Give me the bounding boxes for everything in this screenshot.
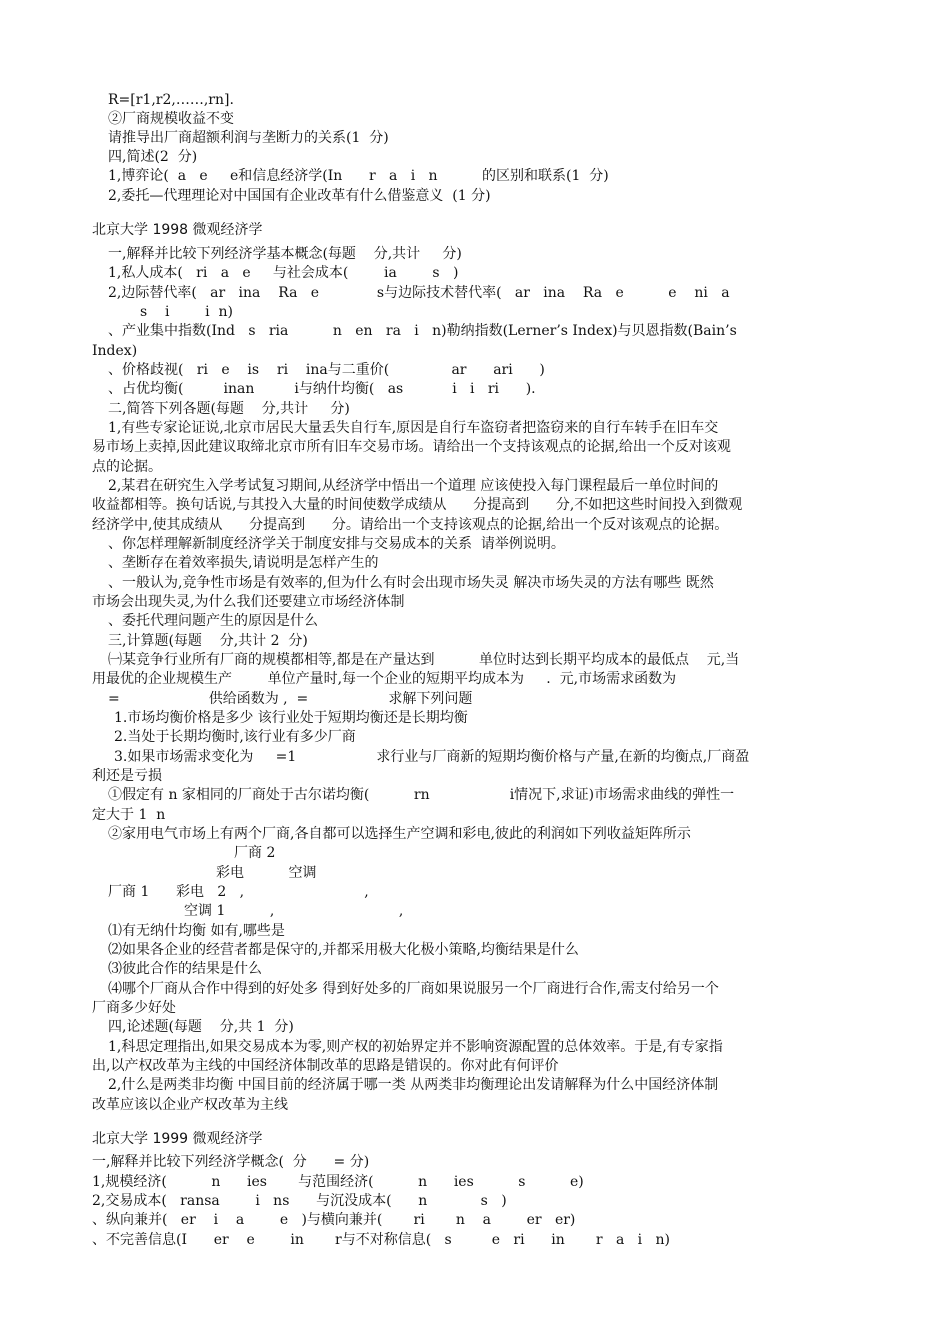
text-line: 1,私人成本( ri a e 与社会成本( ia s ) — [108, 265, 459, 281]
text-line: 一,解释并比较下列经济学基本概念(每题 分,共计 分) — [108, 246, 462, 262]
text-line: 、价格歧视( ri e is ri ina与二重价( ar ari ) — [108, 362, 545, 378]
text-line: 用最优的企业规模生产 单位产量时,每一个企业的短期平均成本为 . 元,市场需求函数为 — [92, 671, 677, 687]
text-line: 四,简述(2 分) — [108, 149, 198, 165]
payoff-matrix-columns: 彩电 空调 — [216, 865, 317, 881]
text-line: 出,以产权改革为主线的中国经济体制改革的思路是错误的。你对此有何评价 — [92, 1058, 559, 1074]
text-line: ⑷哪个厂商从合作中得到的好处多 得到好处多的厂商如果说服另一个厂商进行合作,需支付给另一个 — [108, 981, 719, 997]
text-line: 四,论述题(每题 分,共 1 分) — [108, 1019, 294, 1035]
text-line: 2,委托—代理理论对中国国有企业改革有什么借鉴意义 (1 分) — [108, 188, 491, 204]
text-line: 、纵向兼并( er i a e )与横向兼并( ri n a er er) — [92, 1212, 576, 1228]
section-heading-1999: 北京大学 1999 微观经济学 — [92, 1131, 263, 1147]
text-line: 3.如果市场需求变化为 =1 求行业与厂商新的短期均衡价格与产量,在新的均衡点,厂商盈 — [114, 749, 750, 765]
text-line: 利还是亏损 — [92, 768, 162, 784]
text-line: 收益都相等。换句话说,与其投入大量的时间使数学成绩从 分提高到 分,不如把这些时间投入到微观 — [92, 497, 743, 513]
text-line: 点的论据。 — [92, 459, 162, 475]
text-line: 1,科思定理指出,如果交易成本为零,则产权的初始界定并不影响资源配置的总体效率。于是,有专家指 — [108, 1039, 723, 1055]
text-line: 经济学中,使其成绩从 分提高到 分。请给出一个支持该观点的论据,给出一个反对该观点的论据。 — [92, 517, 729, 533]
text-line: ㈠某竞争行业所有厂商的规模都相等,都是在产量达到 单位时达到长期平均成本的最低点 元,当 — [108, 652, 740, 668]
payoff-matrix-row-1: 厂商 1 彩电 2 , , — [108, 884, 369, 900]
text-line: 1,博弈论( a e e和信息经济学(In r a i n 的区别和联系(1 分) — [108, 168, 609, 184]
text-line: 、占优均衡( inan i与纳什均衡( as i i ri ). — [108, 381, 536, 397]
payoff-matrix-row-2: 空调 1 , , — [184, 903, 404, 919]
payoff-matrix-header: 厂商 2 — [234, 845, 276, 861]
text-line: 2,交易成本( ransa i ns 与沉没成本( n s ) — [92, 1193, 507, 1209]
text-line: 1,有些专家论证说,北京市居民大量丢失自行车,原因是自行车盗窃者把盗窃来的自行车转手在旧车交 — [108, 420, 719, 436]
text-line: ⑴有无纳什均衡 如有,哪些是 — [108, 923, 285, 939]
text-line: 市场会出现失灵,为什么我们还要建立市场经济体制 — [92, 594, 405, 610]
text-line: s i i n) — [140, 304, 233, 320]
text-line: ②家用电气市场上有两个厂商,各自都可以选择生产空调和彩电,彼此的利润如下列收益矩阵所示 — [108, 826, 691, 842]
text-line: 、委托代理问题产生的原因是什么 — [108, 613, 318, 629]
text-line: ⑶彼此合作的结果是什么 — [108, 961, 262, 977]
text-line: 、你怎样理解新制度经济学关于制度安排与交易成本的关系 请举例说明。 — [108, 536, 565, 552]
text-line: 1,规模经济( n ies 与范围经济( n ies s e) — [92, 1174, 584, 1190]
text-line: ②厂商规模收益不变 — [108, 111, 234, 127]
text-line: 厂商多少好处 — [92, 1000, 176, 1016]
text-line: 请推导出厂商超额利润与垄断力的关系(1 分) — [108, 130, 389, 146]
text-line: R=[r1,r2,……,rn]. — [108, 92, 234, 108]
text-line: 易市场上卖掉,因此建议取缔北京市所有旧车交易市场。请给出一个支持该观点的论据,给出一个反对该观 — [92, 439, 731, 455]
text-line: Index) — [92, 343, 138, 359]
text-line: 三,计算题(每题 分,共计 2 分) — [108, 633, 308, 649]
text-line: ①假定有 n 家相同的厂商处于古尔诺均衡( rn i情况下,求证)市场需求曲线的弹性一 — [108, 787, 735, 803]
text-line: 定大于 1 n — [92, 807, 166, 823]
text-line: 改革应该以企业产权改革为主线 — [92, 1097, 288, 1113]
text-line: 一,解释并比较下列经济学概念( 分 = 分) — [92, 1154, 370, 1170]
text-line: 、一般认为,竞争性市场是有效率的,但为什么有时会出现市场失灵 解决市场失灵的方法有哪些 既然 — [108, 575, 714, 591]
text-line: 2,边际替代率( ar ina Ra e s与边际技术替代率( ar ina Ra e e ni a — [108, 285, 730, 301]
text-line: 二,简答下列各题(每题 分,共计 分) — [108, 401, 350, 417]
text-line: ⑵如果各企业的经营者都是保守的,并都采用极大化极小策略,均衡结果是什么 — [108, 942, 579, 958]
text-line: 2,某君在研究生入学考试复习期间,从经济学中悟出一个道理 应该使投入每门课程最后一单位时间的 — [108, 478, 719, 494]
text-line: 、产业集中指数(Ind s ria n en ra i n)勒纳指数(Lerner’s Index)与贝恩指数(Bain’s — [108, 323, 737, 339]
text-line: 1.市场均衡价格是多少 该行业处于短期均衡还是长期均衡 — [114, 710, 468, 726]
section-heading-1998: 北京大学 1998 微观经济学 — [92, 222, 263, 238]
text-line: 2,什么是两类非均衡 中国目前的经济属于哪一类 从两类非均衡理论出发请解释为什么中国经济体制 — [108, 1077, 719, 1093]
text-line: 、不完善信息(I er e in r与不对称信息( s e ri in r a i n) — [92, 1232, 670, 1248]
text-line: = 供给函数为 , = 求解下列问题 — [108, 691, 473, 707]
text-line: 2.当处于长期均衡时,该行业有多少厂商 — [114, 729, 356, 745]
text-line: 、垄断存在着效率损失,请说明是怎样产生的 — [108, 555, 379, 571]
